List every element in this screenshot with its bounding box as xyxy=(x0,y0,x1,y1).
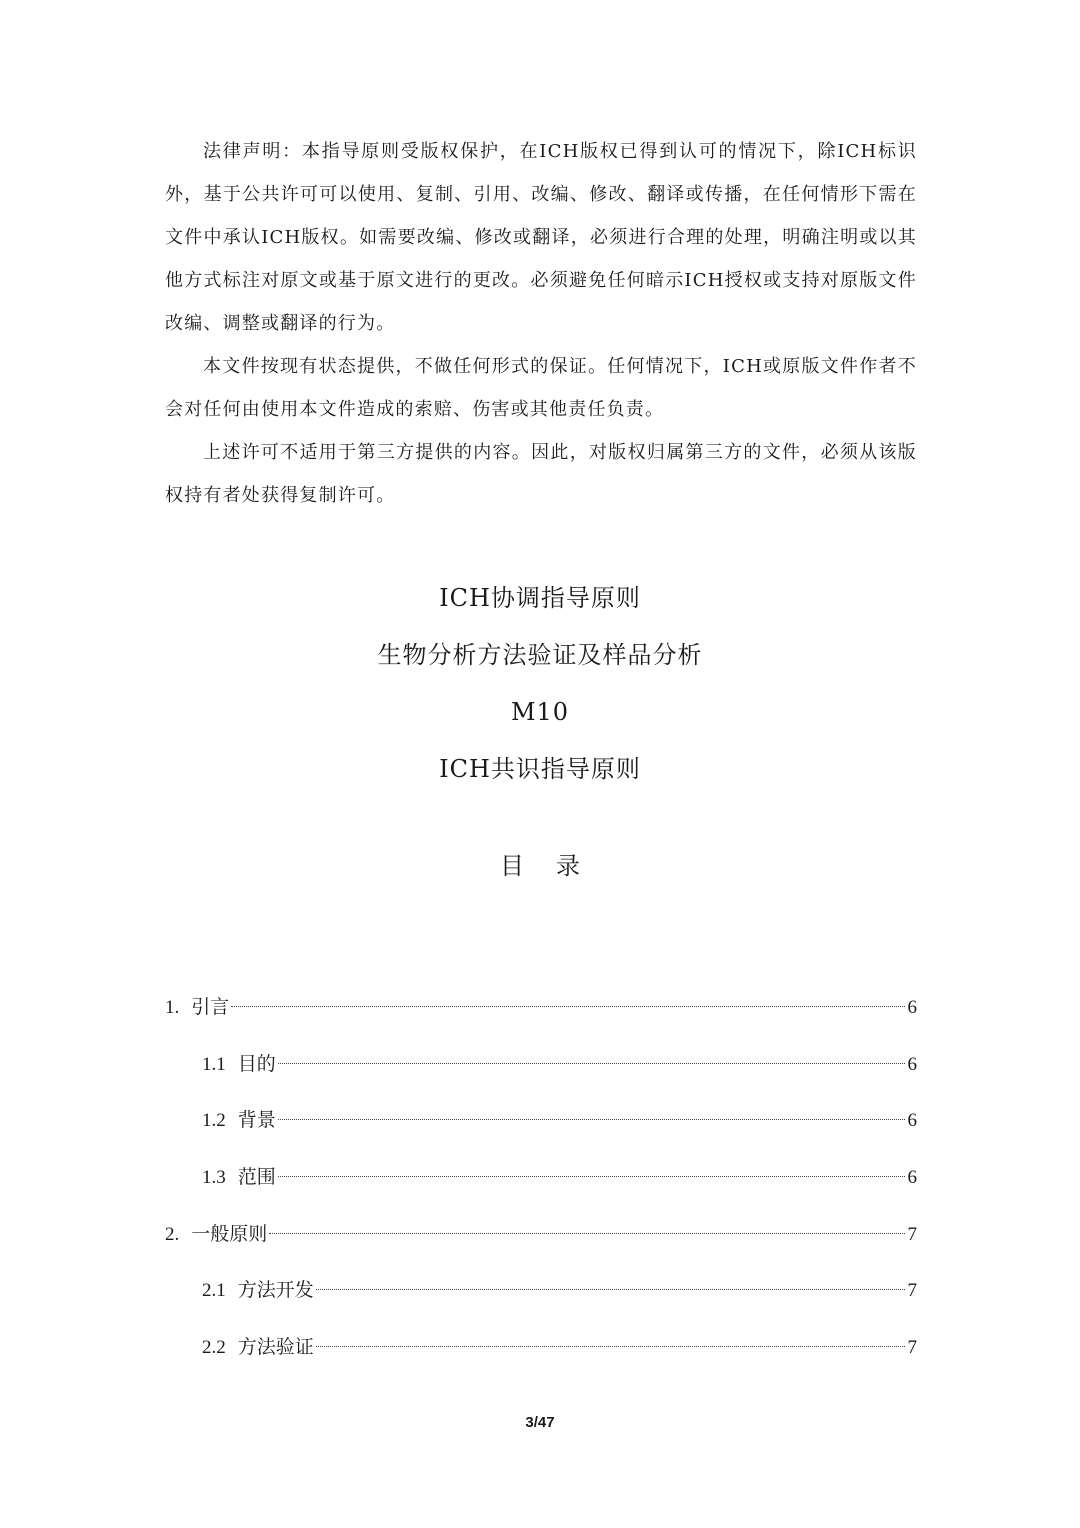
toc-entry-number: 2.1 xyxy=(202,1280,226,1302)
toc-entry-introduction[interactable] xyxy=(165,985,917,1042)
legal-notice xyxy=(165,130,917,517)
toc-entry-label: 引言 xyxy=(191,996,230,1018)
toc-entry-label: 方法开发 xyxy=(237,1279,314,1302)
toc-entry-background[interactable] xyxy=(165,1098,917,1155)
toc-entry-purpose[interactable] xyxy=(165,1042,917,1099)
toc-dot-leader xyxy=(316,1346,905,1347)
notice-paragraph-third-party: 上述许可不适用于第三方提供的内容。因此，对版权归属第三方的文件，必须从该版权持有者处获得复制许可。 xyxy=(165,442,917,506)
toc-entry-page: 6 xyxy=(907,1110,917,1132)
toc-entry-scope[interactable] xyxy=(165,1155,917,1212)
toc-entry-label: 目的 xyxy=(237,1052,276,1075)
toc-entry-label: 一般原则 xyxy=(191,1222,268,1245)
toc-entry-page: 7 xyxy=(907,1337,917,1359)
title-guideline-type: ICH协调指导原则 xyxy=(439,584,641,612)
toc-entry-number: 1.3 xyxy=(202,1167,226,1189)
notice-paragraph-copyright: 法律声明：本指导原则受版权保护，在ICH版权已得到认可的情况下，除ICH标识外，基于公共许可可以使用、复制、引用、改编、修改、翻译或传播，在任何情形下需在文件中承认ICH版权。如需要改编、修改或翻译，必须进行合理的处理，明确注明或以其他方式标注对原文或基于原文进行的更改。必须避免任何暗示ICH授权或支持对原版文件改编、调整或翻译的行为。 xyxy=(165,141,917,334)
toc-heading: 目录 xyxy=(500,852,612,880)
title-subject: 生物分析方法验证及样品分析 xyxy=(377,641,703,669)
toc-entry-number: 1. xyxy=(165,997,180,1018)
toc-entry-label: 范围 xyxy=(237,1166,276,1189)
table-of-contents xyxy=(165,985,917,1382)
toc-entry-label: 背景 xyxy=(237,1109,276,1132)
title-code: M10 xyxy=(510,698,570,726)
toc-dot-leader xyxy=(231,1006,904,1007)
toc-entry-number: 2.2 xyxy=(202,1337,226,1359)
toc-entry-number: 2. xyxy=(165,1223,180,1245)
toc-entry-label: 方法验证 xyxy=(237,1336,314,1359)
notice-paragraph-disclaimer: 本文件按现有状态提供，不做任何形式的保证。任何情况下，ICH或原版文件作者不会对任何由使用本文件造成的索赔、伤害或其他责任负责。 xyxy=(165,356,917,420)
toc-entry-page: 6 xyxy=(907,1167,917,1189)
toc-entry-number: 1.2 xyxy=(202,1110,226,1132)
toc-dot-leader xyxy=(278,1119,905,1120)
toc-entry-method-validation[interactable] xyxy=(165,1325,917,1382)
document-title xyxy=(0,575,1080,803)
toc-entry-method-development[interactable] xyxy=(165,1268,917,1325)
toc-dot-leader xyxy=(269,1233,904,1234)
toc-entry-page: 7 xyxy=(907,1223,917,1245)
toc-dot-leader xyxy=(316,1289,905,1290)
title-status: ICH共识指导原则 xyxy=(439,755,641,783)
toc-entry-number: 1.1 xyxy=(202,1053,226,1075)
toc-entry-general-principles[interactable] xyxy=(165,1212,917,1269)
page-number: 3/47 xyxy=(525,1414,555,1431)
toc-entry-page: 7 xyxy=(907,1280,917,1302)
toc-dot-leader xyxy=(278,1063,905,1064)
toc-entry-page: 6 xyxy=(907,997,917,1018)
toc-entry-page: 6 xyxy=(907,1053,917,1075)
toc-dot-leader xyxy=(278,1176,905,1177)
